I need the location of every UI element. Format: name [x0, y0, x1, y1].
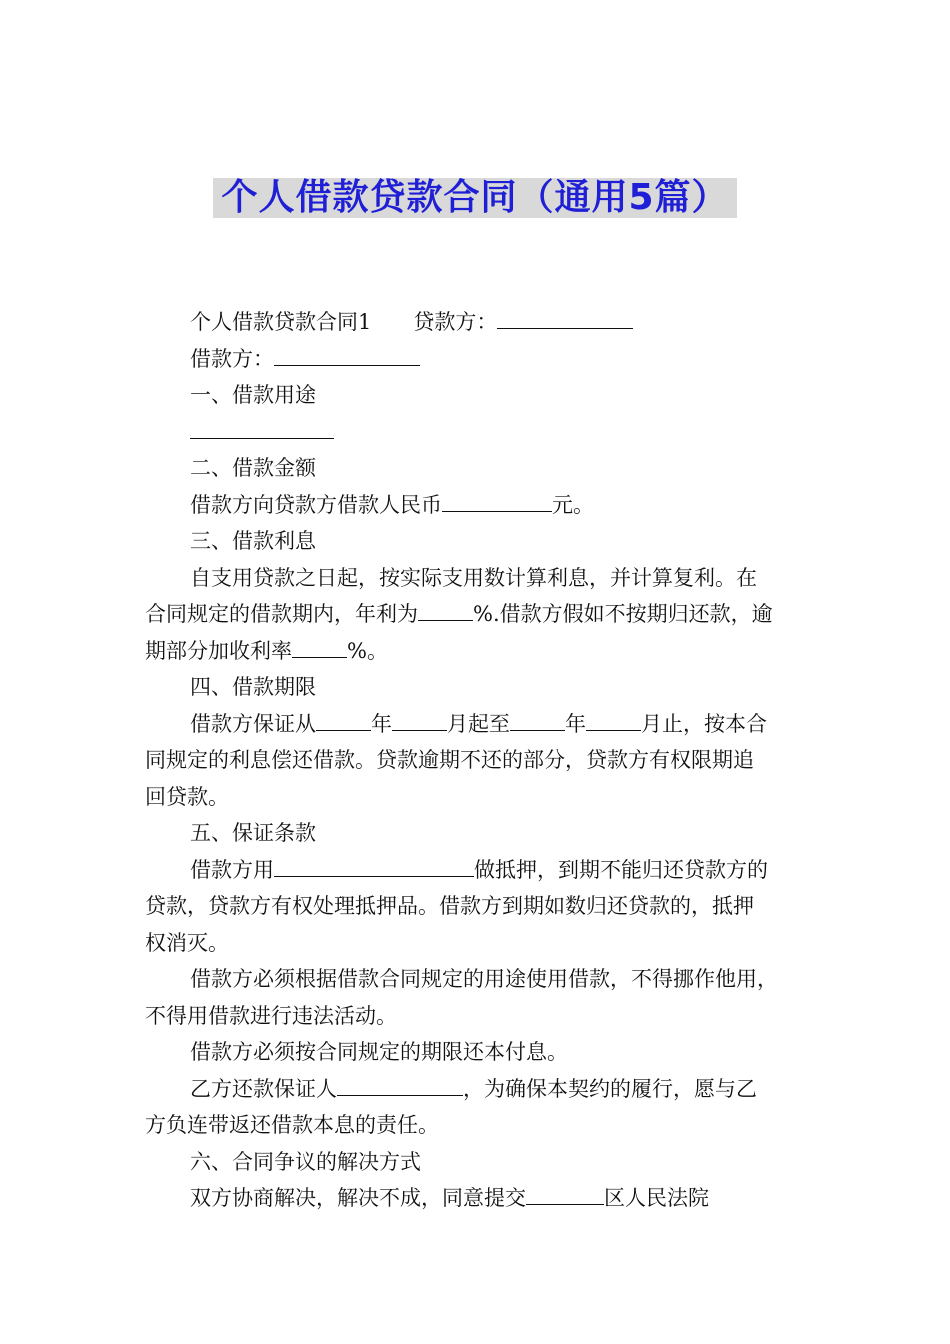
guarantee-line-2: 贷款，贷款方有权处理抵押品。借款方到期如数归还贷款的，抵押	[145, 894, 754, 918]
term-text-c: 月起至	[447, 711, 510, 736]
term-text-b: 年	[371, 711, 392, 736]
contract-name: 个人借款贷款合同1	[190, 310, 372, 334]
interest-line-2	[145, 596, 807, 633]
amount-blank	[442, 489, 552, 512]
guarantee-line-4: 借款方必须根据借款合同规定的用途使用借款，不得挪作他用，	[190, 967, 778, 991]
section-5-heading: 五、保证条款	[190, 821, 316, 845]
guarantor-line-1	[145, 1071, 807, 1108]
dispute-text-a: 双方协商解决，解决不成，同意提交	[190, 1186, 526, 1210]
term-text-e: 月止，按本合	[641, 711, 767, 736]
section-1-heading: 一、借款用途	[190, 383, 316, 407]
lender-blank	[497, 306, 633, 329]
collateral-text-b: 做抵押，到期不能归还贷款方的	[474, 857, 768, 882]
penalty-rate-blank	[292, 635, 347, 658]
court-blank	[526, 1182, 604, 1205]
amount-text: 借款方向贷款方借款人民币	[190, 492, 442, 517]
penalty-rate-unit: %。	[347, 638, 388, 663]
title-area	[0, 178, 950, 218]
borrower-label: 借款方：	[190, 346, 274, 371]
dispute-line-1	[145, 1180, 807, 1217]
interest-rate-blank	[418, 598, 473, 621]
interest-line-1: 自支用贷款之日起，按实际支用数计算利息，并计算复利。在	[190, 565, 757, 590]
collateral-blank	[274, 854, 474, 877]
section-4-heading: 四、借款期限	[190, 675, 316, 699]
guarantee-line-5: 不得用借款进行违法活动。	[145, 1003, 397, 1028]
guarantor-blank	[337, 1073, 463, 1096]
end-month-blank	[586, 708, 641, 731]
section-6-heading: 六、合同争议的解决方式	[190, 1149, 421, 1174]
guarantee-line-6: 借款方必须按合同规定的期限还本付息。	[190, 1040, 568, 1064]
guarantor-text-b: ，为确保本契约的履行，愿与乙	[463, 1076, 757, 1101]
section-3-heading: 三、借款利息	[190, 529, 316, 553]
term-text-d: 年	[565, 711, 586, 736]
purpose-blank	[190, 416, 334, 439]
guarantor-line-2: 方负连带返还借款本息的责任。	[145, 1113, 439, 1137]
term-line-2: 同规定的利息偿还借款。贷款逾期不还的部分，贷款方有权限期追	[145, 748, 754, 772]
document-body	[145, 304, 807, 1217]
start-month-blank	[392, 708, 447, 731]
section-2-heading: 二、借款金额	[190, 456, 316, 480]
guarantor-text-a: 乙方还款保证人	[190, 1076, 337, 1101]
dispute-text-b: 区人民法院	[604, 1186, 709, 1210]
lender-label: 贷款方：	[413, 310, 498, 334]
term-line-3: 回贷款。	[145, 784, 229, 809]
borrower-line	[145, 341, 807, 378]
collateral-text-a: 借款方用	[190, 857, 274, 882]
purpose-line	[145, 414, 807, 451]
guarantee-line-1	[145, 852, 807, 889]
document-title: 个人借款贷款合同（通用5篇）	[213, 178, 736, 218]
interest-rate-text-2: %.借款方假如不按期归还款，逾	[473, 602, 773, 626]
interest-line-3	[145, 633, 807, 670]
interest-rate-text: 合同规定的借款期内，年利为	[145, 602, 418, 626]
amount-line	[145, 487, 807, 524]
amount-unit: 元。	[552, 492, 594, 517]
term-line-1	[145, 706, 807, 743]
contract-header-line	[145, 304, 807, 341]
guarantee-line-3: 权消灭。	[145, 930, 229, 955]
term-text-a: 借款方保证从	[190, 711, 316, 736]
end-year-blank	[510, 708, 565, 731]
borrower-blank	[274, 343, 420, 366]
penalty-rate-text: 期部分加收利率	[145, 638, 292, 663]
start-year-blank	[316, 708, 371, 731]
